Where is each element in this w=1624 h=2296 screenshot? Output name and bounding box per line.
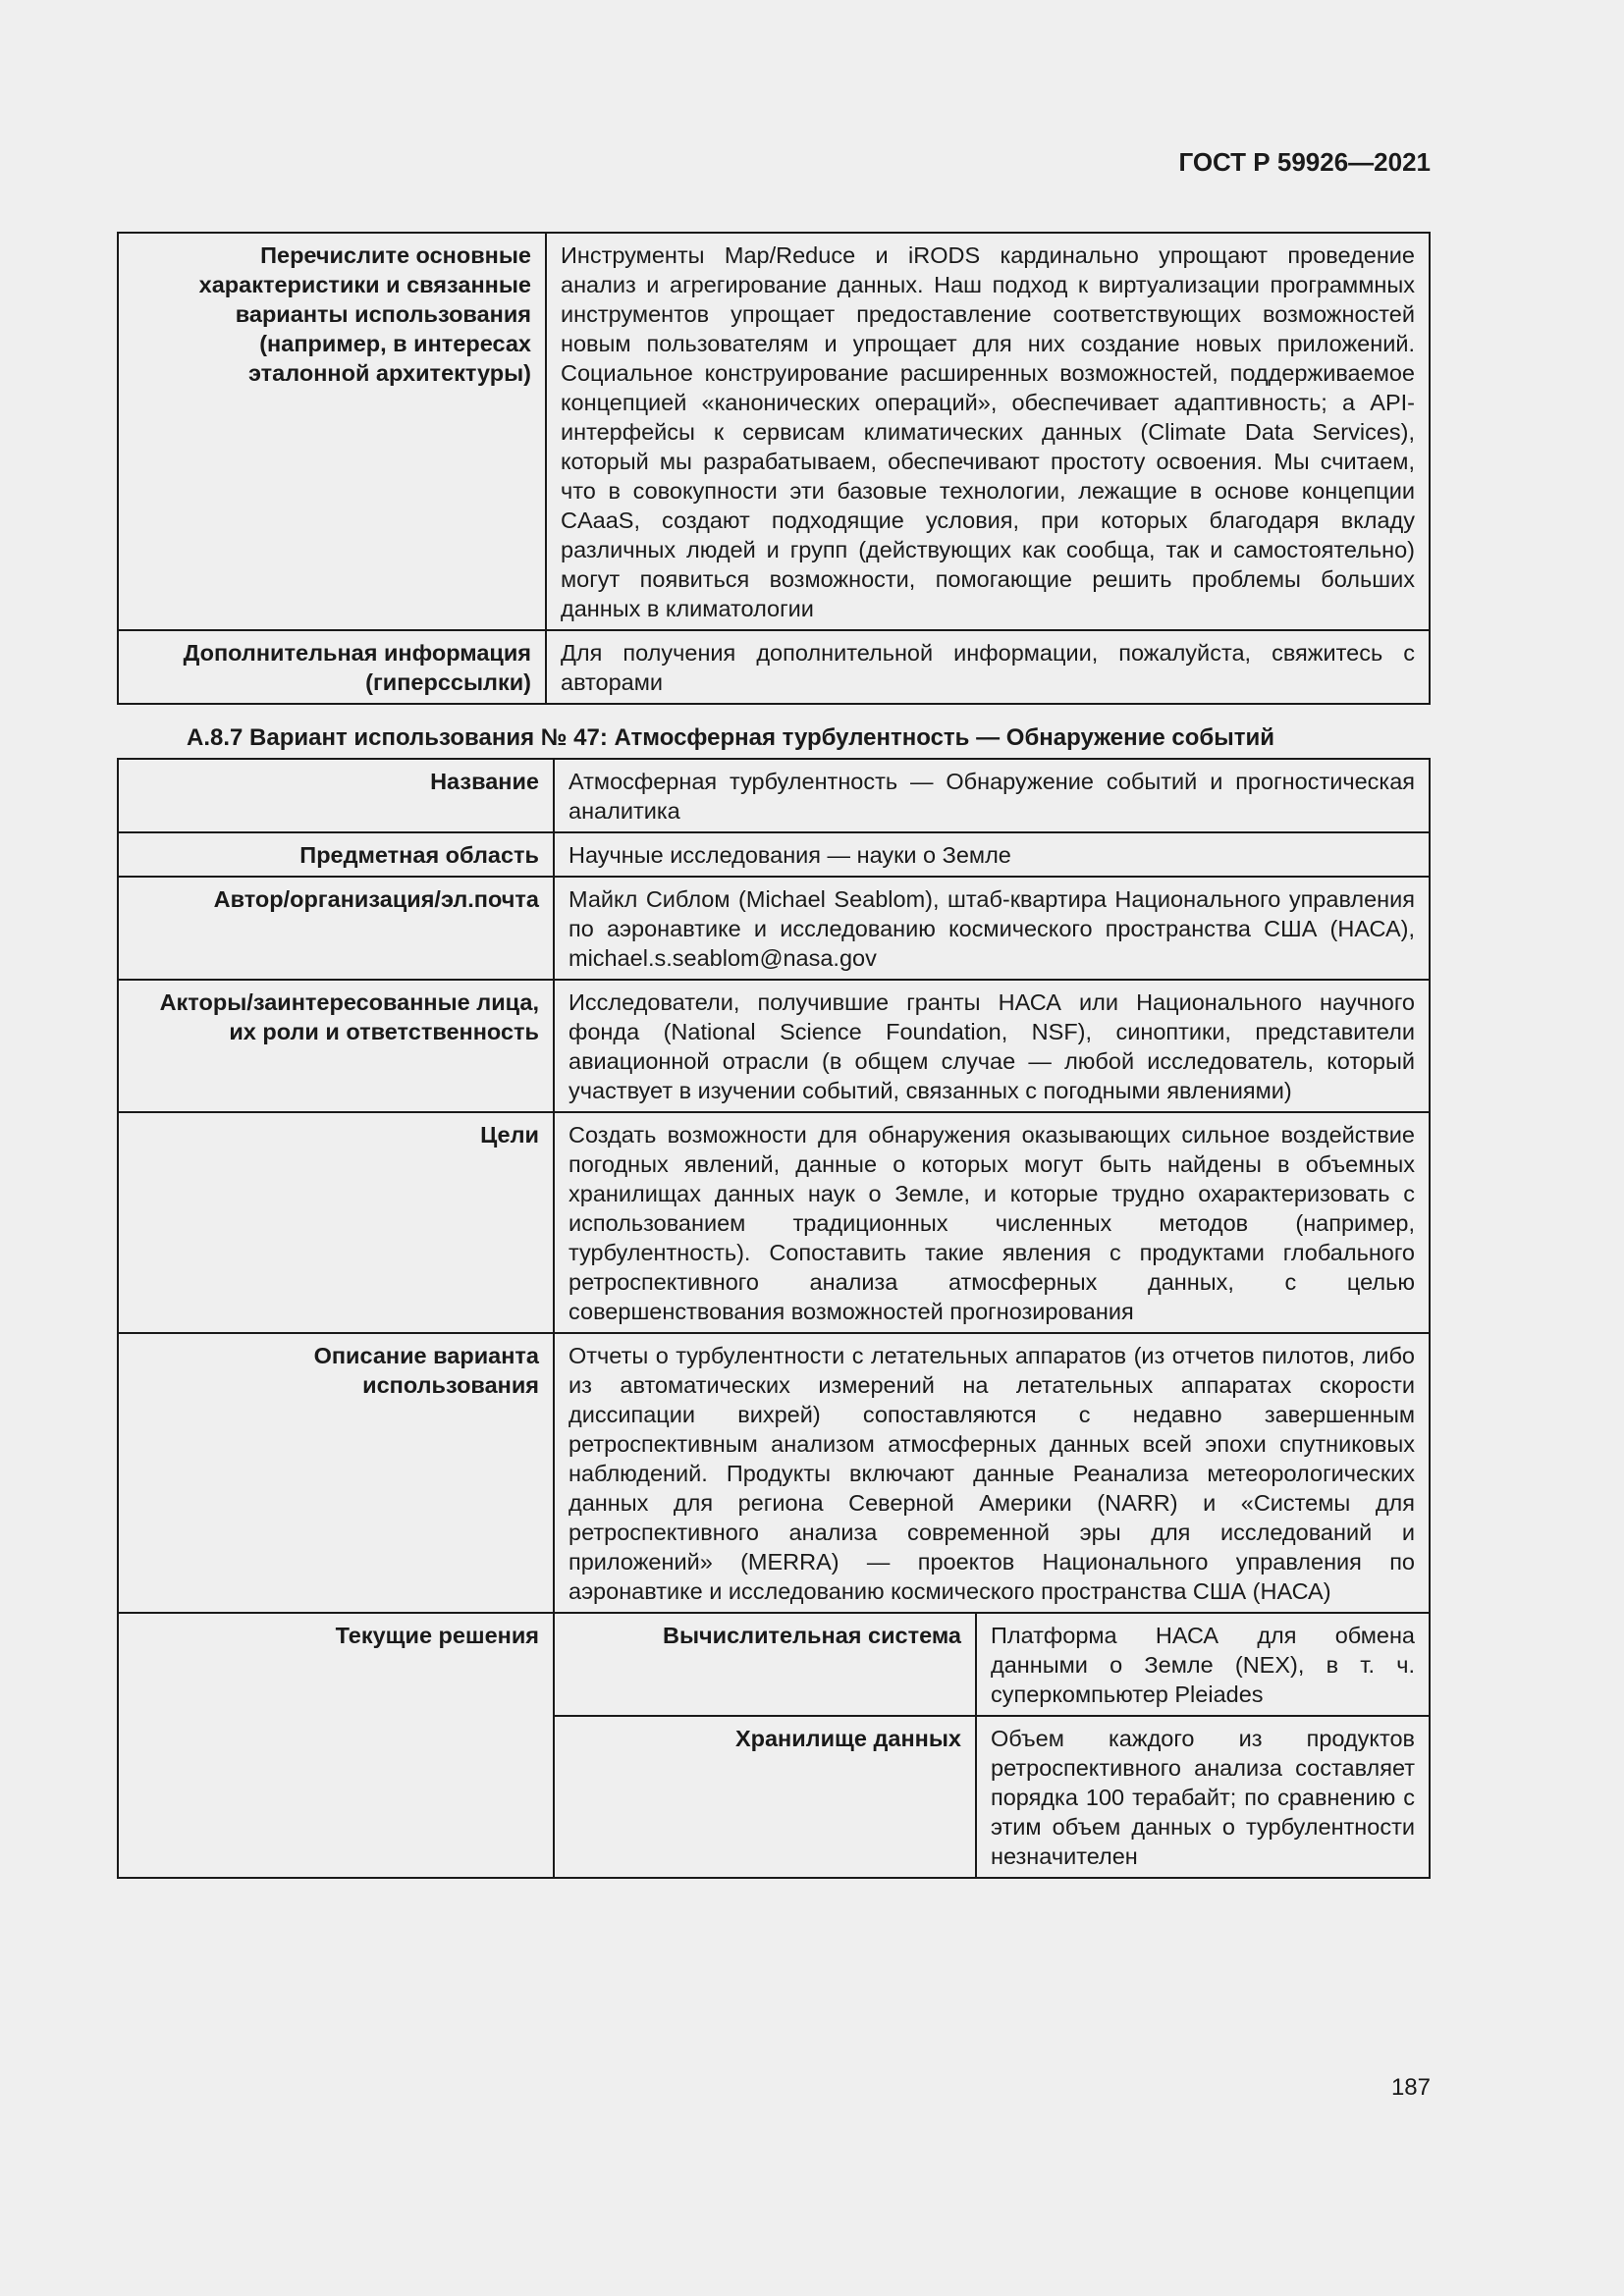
table-row	[118, 980, 1430, 1112]
row-value-title: Атмосферная турбулентность — Обнаружение событий и прогностическая аналитика	[554, 759, 1430, 832]
row-label: Дополнительная информация (гиперссылки)	[118, 630, 546, 704]
table-row	[118, 1333, 1430, 1613]
sub-label-storage: Хранилище данных	[554, 1716, 976, 1878]
row-label: Перечислите основные характеристики и связанные варианты использования (например, в интересах эталонной архитектуры)	[118, 233, 546, 630]
page-number: 187	[1390, 2074, 1431, 2101]
use-case-47-table	[117, 758, 1431, 1879]
table-row	[118, 832, 1430, 877]
table-row	[118, 1613, 1430, 1716]
row-value-goals: Создать возможности для обнаружения оказывающих сильное воздействие погодных явлений, данные о которых могут быть найдены в объемных хранилищах данных наук о Земле, и которые трудно охарактеризовать с использованием традиционных численных методов (например, турбулентность). Сопоставить такие явления с продуктами глобального ретроспективного анализа атмосферных данных, с целью совершенствования возможностей прогнозирования	[554, 1112, 1430, 1333]
sub-value-storage: Объем каждого из продуктов ретроспективного анализа составляет порядка 100 терабайт; по сравнению с этим объем данных о турбулентности незначителен	[976, 1716, 1430, 1878]
row-label-description: Описание варианта использования	[118, 1333, 554, 1613]
table-row	[118, 233, 1430, 630]
row-value-domain: Научные исследования — науки о Земле	[554, 832, 1430, 877]
table-row	[118, 630, 1430, 704]
sub-value-compute: Платформа НАСА для обмена данными о Земле (NEX), в т. ч. суперкомпьютер Pleiades	[976, 1613, 1430, 1716]
row-value-actors: Исследователи, получившие гранты НАСА или Национального научного фонда (National Science Foundation, NSF), синоптики, представители авиационной отрасли (в общем случае — любой исследователь, который участвует в изучении событий, связанных с погодными явлениями)	[554, 980, 1430, 1112]
row-value-description: Отчеты о турбулентности с летательных аппаратов (из отчетов пилотов, либо из автоматических измерений на летательных аппаратах скорости диссипации вихрей) сопоставляются с недавно завершенным ретроспективным анализом атмосферных данных всей эпохи спутниковых наблюдений. Продукты включают данные Реанализа метеорологических данных для региона Северной Америки (NARR) и «Системы для ретроспективного анализа современной эры для исследований и приложений» (MERRA) — проектов Национального управления по аэронавтике и исследованию космического пространства США (НАСА)	[554, 1333, 1430, 1613]
row-label-current-solutions: Текущие решения	[118, 1613, 554, 1878]
row-label-title: Название	[118, 759, 554, 832]
row-value: Инструменты Map/Reduce и iRODS кардинально упрощают проведение анализ и агрегирование данных. Наш подход к виртуализации программных инструментов упрощает предоставление соответствующих возможностей новым пользователям и упрощает для них создание новых приложений. Социальное конструирование расширенных возможностей, поддерживаемое концепцией «канонических операций», обеспечивает адаптивность; а API-интерфейсы к сервисам климатических данных (Climate Data Services), который мы разрабатываем, обеспечивают простоту освоения. Мы считаем, что в совокупности эти базовые технологии, лежащие в основе концепции CAaaS, создают подходящие условия, при которых благодаря вкладу различных людей и групп (действующих как сообща, так и самостоятельно) могут появиться возможности, помогающие решить проблемы больших данных в климатологии	[546, 233, 1430, 630]
table-row	[118, 1112, 1430, 1333]
row-label-domain: Предметная область	[118, 832, 554, 877]
row-value-author: Майкл Сиблом (Michael Seablom), штаб-квартира Национального управления по аэронавтике и исследованию космического пространства США (НАСА), michael.s.seablom@nasa.gov	[554, 877, 1430, 980]
use-case-table-continued	[117, 232, 1431, 705]
row-value: Для получения дополнительной информации, пожалуйста, свяжитесь с авторами	[546, 630, 1430, 704]
row-label-actors: Акторы/заинтересованные лица, их роли и ответственность	[118, 980, 554, 1112]
row-label-author: Автор/организация/эл.почта	[118, 877, 554, 980]
row-label-goals: Цели	[118, 1112, 554, 1333]
table-row	[118, 759, 1430, 832]
section-heading: А.8.7 Вариант использования № 47: Атмосферная турбулентность — Обнаружение событий	[187, 724, 1274, 751]
sub-label-compute: Вычислительная система	[554, 1613, 976, 1716]
document-code-header: ГОСТ Р 59926—2021	[1178, 147, 1431, 177]
table-row	[118, 877, 1430, 980]
